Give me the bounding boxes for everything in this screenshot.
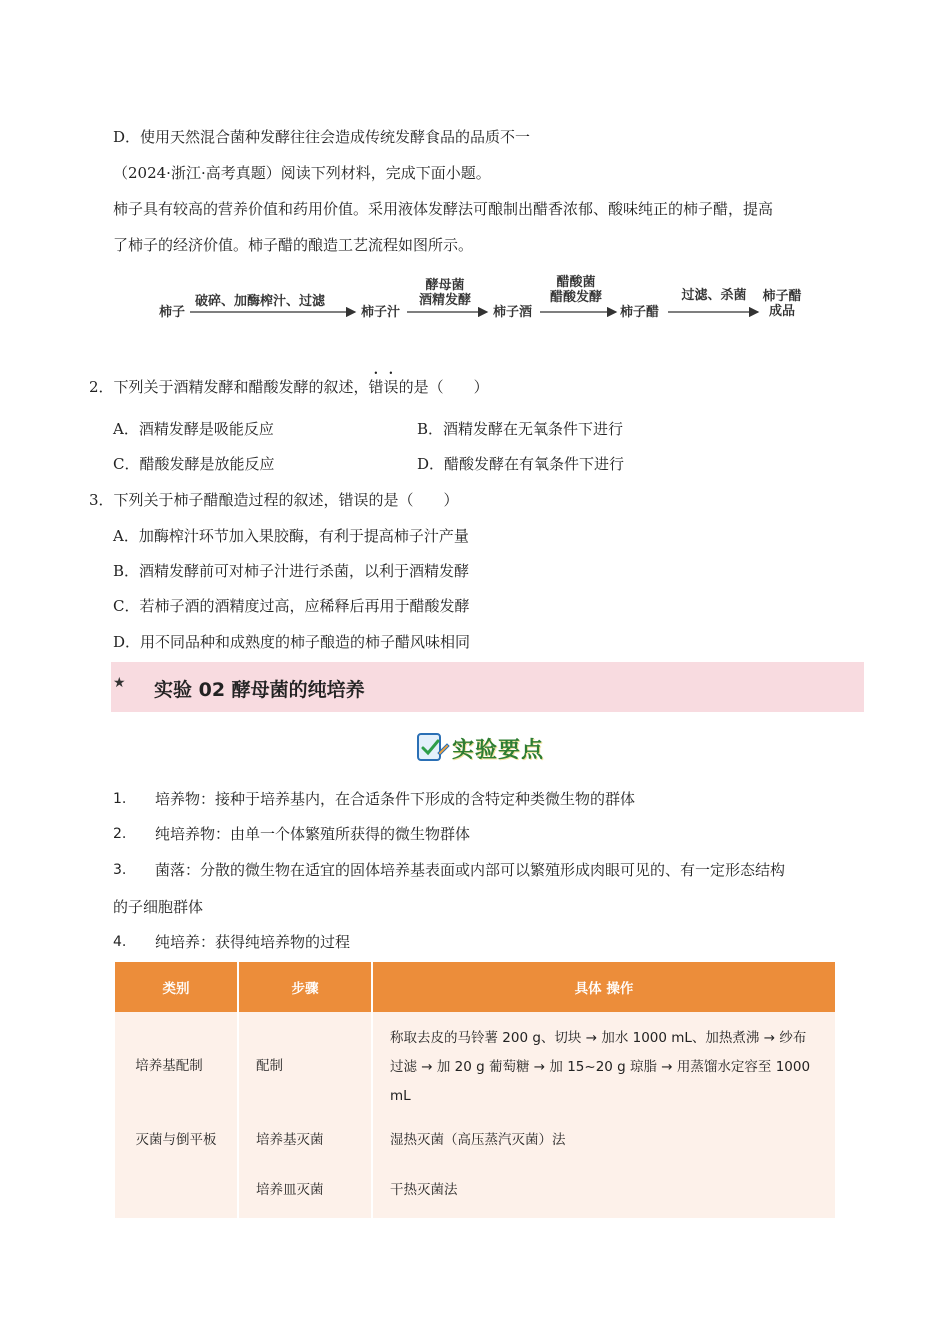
badge-text: 实验要点	[452, 738, 545, 763]
flow-step-3-organism: 醋酸菌	[556, 275, 596, 290]
flow-node-product-line2: 成品	[768, 304, 795, 319]
key-points-badge	[416, 730, 561, 764]
header-operation: 具体 操作	[372, 962, 835, 1012]
step-prepare-text: 配制	[256, 1058, 283, 1074]
flow-step-2-process: 酒精发酵	[418, 293, 471, 308]
passage-line-2: 了柿子的经济价值。柿子醋的酿造工艺流程如图所示。	[113, 236, 474, 254]
point-4-number: 4.	[113, 934, 127, 950]
section-title: 实验 02 酵母菌的纯培养	[154, 679, 365, 701]
table-row	[115, 1118, 835, 1168]
q3-stem: 3．下列关于柿子醋酿造过程的叙述，错误的是（ ）	[89, 491, 459, 509]
culture-steps-table	[115, 962, 835, 1218]
q2-stem-post: 的是（ ）	[398, 378, 489, 396]
operation-prepare-line-2: 过滤 → 加 20 g 葡萄糖 → 加 15~20 g 琼脂 → 用蒸馏水定容至 1000	[390, 1059, 811, 1075]
q2-option-a[interactable]: A．酒精发酵是吸能反应	[113, 420, 274, 438]
q3-option-d[interactable]: D．用不同品种和成熟度的柿子酿造的柿子醋风味相同	[113, 633, 471, 651]
category-sterilize-text: 灭菌与倒平板	[135, 1132, 217, 1148]
step-medium-sterilize-text: 培养基灭菌	[256, 1132, 324, 1148]
flow-step-1: 破碎、加酶榨汁、过滤	[195, 294, 326, 309]
point-3-number: 3.	[113, 862, 127, 878]
point-1-number: 1.	[113, 791, 127, 807]
operation-prepare-line-1: 称取去皮的马铃薯 200 g、切块 → 加水 1000 mL、加热煮沸 → 纱布	[390, 1030, 807, 1046]
table-row	[115, 1168, 835, 1218]
cell-category-medium	[115, 1012, 238, 1118]
flow-node-persimmon: 柿子	[159, 305, 186, 320]
point-4-text: 纯培养：获得纯培养物的过程	[155, 933, 351, 951]
point-3-text-continued: 的子细胞群体	[113, 898, 204, 916]
q2-stem	[89, 369, 489, 397]
header-category: 类别	[115, 962, 238, 1012]
cell-operation-dry-heat	[372, 1168, 835, 1218]
flow-node-wine: 柿子酒	[493, 305, 533, 320]
cell-category-sterilize	[115, 1118, 238, 1168]
cell-category-empty	[115, 1168, 238, 1218]
category-medium-text: 培养基配制	[135, 1058, 203, 1074]
point-2-number: 2.	[113, 826, 127, 842]
header-step: 步骤	[238, 962, 372, 1012]
q2-option-b[interactable]: B．酒精发酵在无氧条件下进行	[417, 420, 624, 438]
flow-node-product-line1: 柿子醋	[762, 289, 802, 304]
q2-option-d[interactable]: D．醋酸发酵在有氧条件下进行	[417, 455, 625, 473]
q2-stem-pre: 2．下列关于酒精发酵和醋酸发酵的叙述，	[89, 378, 369, 396]
q2-stem-emphasis: 错误	[368, 378, 399, 396]
process-flow-diagram	[150, 270, 830, 330]
cell-operation-moist-heat	[372, 1118, 835, 1168]
q2-option-c[interactable]: C．醋酸发酵是放能反应	[113, 455, 275, 473]
flow-step-4: 过滤、杀菌	[681, 288, 747, 303]
flow-node-juice: 柿子汁	[361, 305, 401, 320]
q3-option-a[interactable]: A．加酶榨汁环节加入果胶酶，有利于提高柿子汁产量	[113, 527, 469, 545]
star-icon: ★	[113, 675, 126, 691]
operation-dry-heat-text: 干热灭菌法	[390, 1182, 458, 1198]
passage-line-1: 柿子具有较高的营养价值和药用价值。采用液体发酵法可酿制出醋香浓郁、酸味纯正的柿子醋，提高	[113, 200, 774, 218]
cell-operation-prepare	[372, 1012, 835, 1118]
point-2-text: 纯培养物：由单一个体繁殖所获得的微生物群体	[155, 825, 471, 843]
cell-step-prepare	[238, 1012, 372, 1118]
q3-option-b[interactable]: B．酒精发酵前可对柿子汁进行杀菌，以利于酒精发酵	[113, 562, 470, 580]
q3-option-c[interactable]: C．若柿子酒的酒精度过高，应稀释后再用于醋酸发酵	[113, 597, 470, 615]
checklist-icon	[416, 731, 450, 763]
operation-prepare-line-3: mL	[390, 1088, 411, 1104]
operation-moist-heat-text: 湿热灭菌（高压蒸汽灭菌）法	[390, 1132, 566, 1148]
point-3-text: 菌落：分散的微生物在适宜的固体培养基表面或内部可以繁殖形成肉眼可见的、有一定形态结构	[155, 861, 786, 879]
cell-step-dish-sterilize	[238, 1168, 372, 1218]
source-line: （2024·浙江·高考真题）阅读下列材料，完成下面小题。	[113, 164, 491, 182]
step-dish-sterilize-text: 培养皿灭菌	[256, 1182, 324, 1198]
flow-node-vinegar: 柿子醋	[620, 305, 660, 320]
section-banner	[111, 662, 864, 712]
table-row	[115, 1012, 835, 1118]
cell-step-medium-sterilize	[238, 1118, 372, 1168]
table-header-row	[115, 962, 835, 1012]
flow-step-2-organism: 酵母菌	[425, 278, 465, 293]
flow-step-3-process: 醋酸发酵	[549, 290, 602, 305]
previous-option-d: D．使用天然混合菌种发酵往往会造成传统发酵食品的品质不一	[113, 128, 531, 146]
point-1-text: 培养物：接种于培养基内，在合适条件下形成的含特定种类微生物的群体	[155, 790, 636, 808]
